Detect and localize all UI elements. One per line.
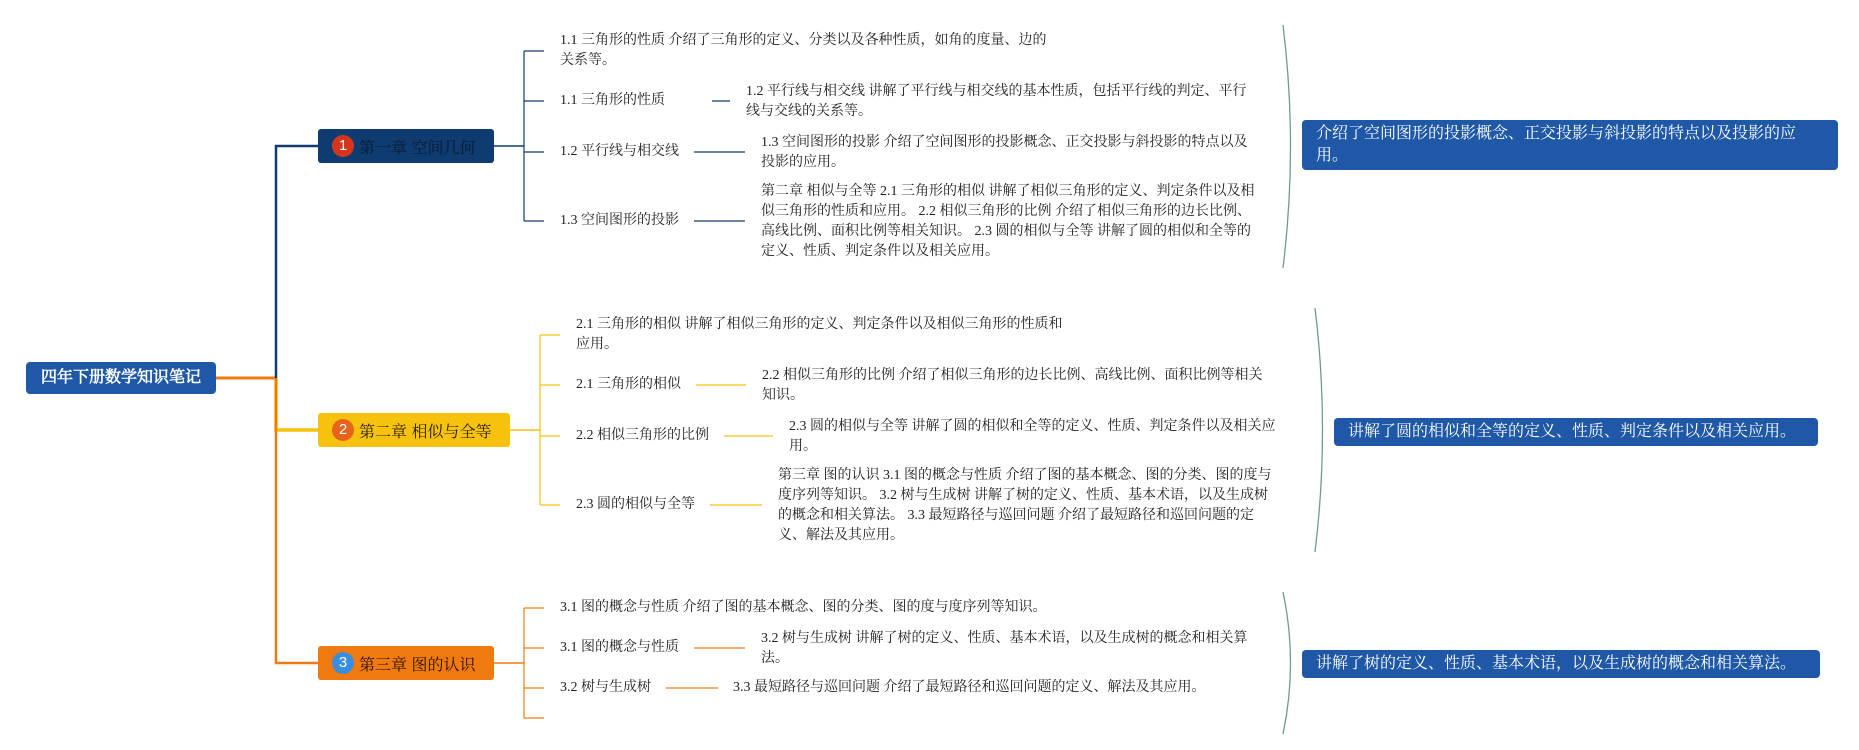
summary-2-box[interactable]: 讲解了圆的相似和全等的定义、性质、判定条件以及相关应用。 bbox=[1334, 418, 1818, 446]
chapter-2-title: 第二章 相似与全等 bbox=[359, 423, 492, 441]
summary-3-box[interactable]: 讲解了树的定义、性质、基本术语，以及生成树的概念和相关算法。 bbox=[1302, 650, 1820, 678]
root-to-chapter-1-line bbox=[276, 146, 318, 378]
number-badge-icon: 3 bbox=[332, 652, 354, 674]
chapter-3-title: 第三章 图的认识 bbox=[359, 656, 476, 674]
topic-note: 2.3 圆的相似与全等 讲解了圆的相似和全等的定义、性质、判定条件以及相关应用。 bbox=[789, 419, 1276, 454]
topic-label[interactable]: 1.3 空间图形的投影 bbox=[560, 213, 679, 228]
chapter-1-title: 第一章 空间几何 bbox=[359, 139, 476, 157]
topic-note: 1.2 平行线与相交线 讲解了平行线与相交线的基本性质，包括平行线的判定、平行线与交线的关系等。 bbox=[746, 84, 1247, 119]
root-topic[interactable]: 四年下册数学知识笔记 bbox=[26, 362, 216, 394]
summary-1-box[interactable]: 介绍了空间图形的投影概念、正交投影与斜投影的特点以及投影的应用。 bbox=[1302, 120, 1838, 170]
chapter-3-intro-text: 3.1 图的概念与性质 介绍了图的基本概念、图的分类、图的度与度序列等知识。 bbox=[560, 600, 1047, 615]
topic-note: 3.3 最短路径与巡回问题 介绍了最短路径和巡回问题的定义、解法及其应用。 bbox=[733, 680, 1206, 695]
topic-label[interactable]: 3.1 图的概念与性质 bbox=[560, 640, 679, 655]
topic-note: 1.3 空间图形的投影 介绍了空间图形的投影概念、正交投影与斜投影的特点以及投影的应用。 bbox=[761, 135, 1248, 170]
chapter-3-node[interactable] bbox=[318, 646, 494, 680]
topic-label[interactable]: 2.1 三角形的相似 bbox=[576, 377, 681, 392]
root-to-chapter-2-line bbox=[276, 378, 318, 430]
number-badge-icon: 1 bbox=[332, 135, 354, 157]
topic-label[interactable]: 3.2 树与生成树 bbox=[560, 680, 651, 695]
topic-label[interactable]: 1.2 平行线与相交线 bbox=[560, 144, 679, 159]
summary-2-brace bbox=[1315, 308, 1323, 552]
topic-label[interactable]: 1.1 三角形的性质 bbox=[560, 93, 665, 108]
chapter-2-intro-text: 2.1 三角形的相似 讲解了相似三角形的定义、判定条件以及相似三角形的性质和应用。 bbox=[576, 317, 1063, 352]
topic-note: 第二章 相似与全等 2.1 三角形的相似 讲解了相似三角形的定义、判定条件以及相似三角形的性质和应用。 2.2 相似三角形的比例 介绍了相似三角形的边长比例、高线比例、面积比例等相关知识。 2.3 圆的相似与全等 讲解了圆的相似和全等的定义、性质、判定条件以及相关应用。 bbox=[761, 184, 1255, 259]
chapter-2-node[interactable] bbox=[318, 413, 510, 447]
root-to-chapter-3-line bbox=[276, 378, 318, 663]
chapter-1-node[interactable] bbox=[318, 129, 494, 163]
topic-label[interactable]: 2.2 相似三角形的比例 bbox=[576, 428, 709, 443]
topic-note: 2.2 相似三角形的比例 介绍了相似三角形的边长比例、高线比例、面积比例等相关知识。 bbox=[762, 368, 1263, 403]
summary-1-brace bbox=[1283, 25, 1291, 268]
topic-label[interactable]: 2.3 圆的相似与全等 bbox=[576, 497, 695, 512]
number-badge-icon: 2 bbox=[332, 419, 354, 441]
topic-note: 3.2 树与生成树 讲解了树的定义、性质、基本术语，以及生成树的概念和相关算法。 bbox=[761, 631, 1248, 666]
chapter-1-intro-text: 1.1 三角形的性质 介绍了三角形的定义、分类以及各种性质，如角的度量、边的关系等。 bbox=[560, 33, 1047, 68]
summary-3-brace bbox=[1283, 592, 1291, 734]
topic-note: 第三章 图的认识 3.1 图的概念与性质 介绍了图的基本概念、图的分类、图的度与度序列等知识。 3.2 树与生成树 讲解了树的定义、性质、基本术语，以及生成树的概念和相关算法。 3.3 最短路径与巡回问题 介绍了最短路径和巡回问题的定义、解法及其应用。 bbox=[778, 468, 1272, 543]
